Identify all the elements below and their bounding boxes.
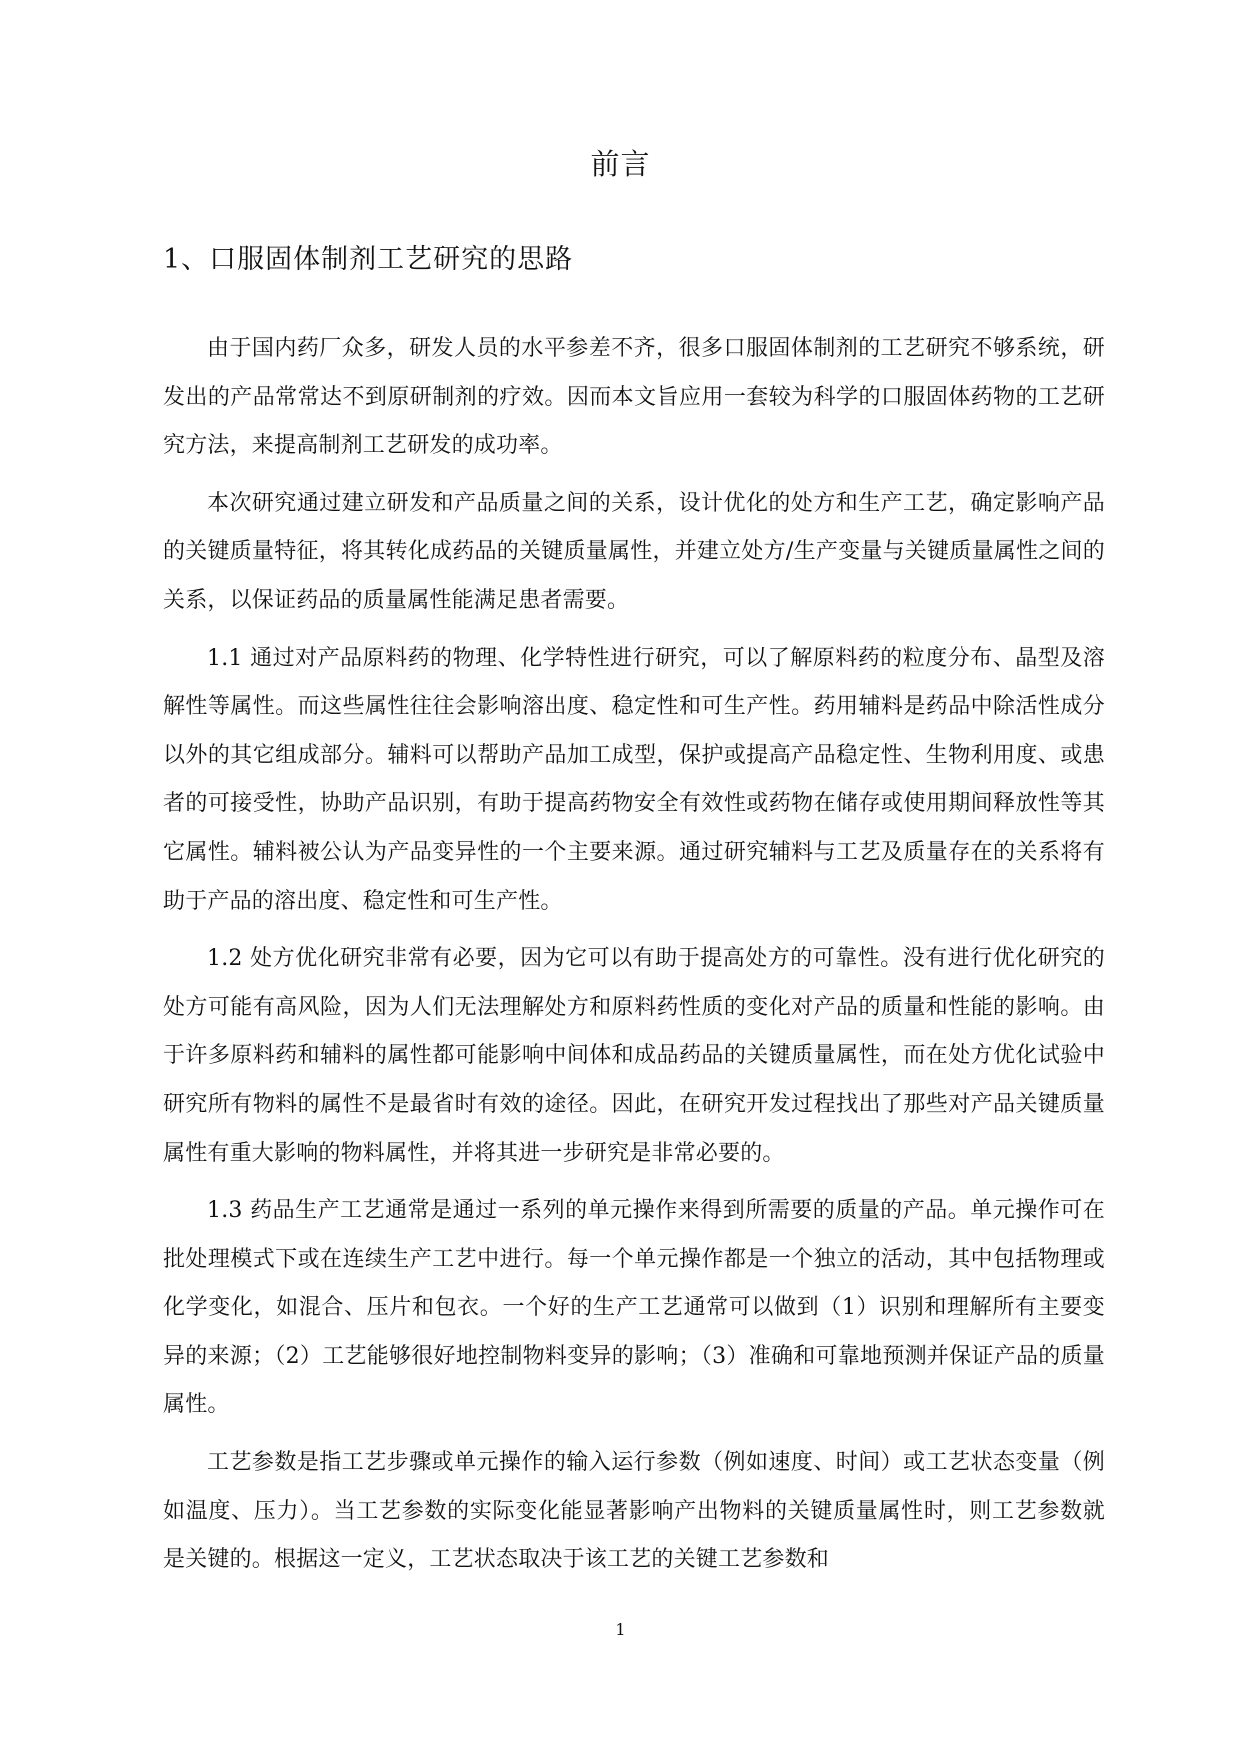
page-number: 1 xyxy=(615,1620,626,1639)
paragraph-intro: 由于国内药厂众多，研发人员的水平参差不齐，很多口服固体制剂的工艺研究不够系统，研发出的产品常常达不到原研制剂的疗效。因而本文旨应用一套较为科学的口服固体药物的工艺研究方法，来提高制剂工艺研发的成功率。 xyxy=(163,336,1105,459)
paragraph-process-parameters: 工艺参数是指工艺步骤或单元操作的输入运行参数（例如速度、时间）或工艺状态变量（例如温度、压力）。当工艺参数的实际变化能显著影响产出物料的关键质量属性时，则工艺参数就是关键的。根据这一定义，工艺状态取决于该工艺的关键工艺参数和 xyxy=(163,1450,1105,1573)
paragraph-study-overview: 本次研究通过建立研发和产品质量之间的关系，设计优化的处方和生产工艺，确定影响产品的关键质量特征，将其转化成药品的关键质量属性，并建立处方/生产变量与关键质量属性之间的关系，以保证药品的质量属性能满足患者需要。 xyxy=(163,490,1105,613)
paragraph-1-1: 1.1 通过对产品原料药的物理、化学特性进行研究，可以了解原料药的粒度分布、晶型及溶解性等属性。而这些属性往往会影响溶出度、稳定性和可生产性。药用辅料是药品中除活性成分以外的其它组成部分。辅料可以帮助产品加工成型，保护或提高产品稳定性、生物利用度、或患者的可接受性，协助产品识别，有助于提高药物安全有效性或药物在储存或使用期间释放性等其它属性。辅料被公认为产品变异性的一个主要来源。通过研究辅料与工艺及质量存在的关系将有助于产品的溶出度、稳定性和可生产性。 xyxy=(163,645,1105,914)
section-heading: 1、口服固体制剂工艺研究的思路 xyxy=(163,244,574,275)
page-title: 前言 xyxy=(590,147,651,181)
paragraph-1-3: 1.3 药品生产工艺通常是通过一系列的单元操作来得到所需要的质量的产品。单元操作可在批处理模式下或在连续生产工艺中进行。每一个单元操作都是一个独立的活动，其中包括物理或化学变化，如混合、压片和包衣。一个好的生产工艺通常可以做到（1）识别和理解所有主要变异的来源；（2）工艺能够很好地控制物料变异的影响；（3）准确和可靠地预测并保证产品的质量属性。 xyxy=(163,1198,1105,1418)
body-text xyxy=(163,325,1105,1594)
paragraph-1-2: 1.2 处方优化研究非常有必要，因为它可以有助于提高处方的可靠性。没有进行优化研究的处方可能有高风险，因为人们无法理解处方和原料药性质的变化对产品的质量和性能的影响。由于许多原料药和辅料的属性都可能影响中间体和成品药品的关键质量属性，而在处方优化试验中研究所有物料的属性不是最省时有效的途径。因此，在研究开发过程找出了那些对产品关键质量属性有重大影响的物料属性，并将其进一步研究是非常必要的。 xyxy=(163,946,1105,1166)
